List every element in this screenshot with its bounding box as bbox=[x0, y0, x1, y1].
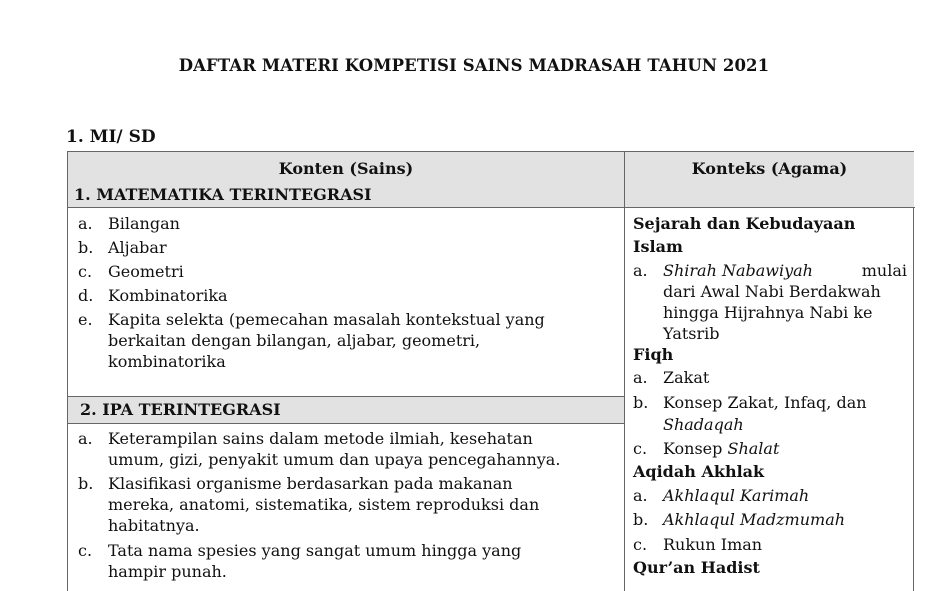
aqidah-heading: Aqidah Akhlak bbox=[633, 462, 765, 481]
ipa-heading-top-line bbox=[68, 396, 624, 397]
section-heading: 1. MI/ SD bbox=[66, 127, 156, 147]
ipa-heading-bottom-line bbox=[68, 423, 624, 424]
ipa-heading: 2. IPA TERINTEGRASI bbox=[80, 400, 281, 419]
materials-table: Konten (Sains) Konteks (Agama) 1. MATEMATIKA TERINTEGRASI a. Bilangan b. Aljabar c. Geometri d. Kombinatorika e. Kapita selekta (pemecahan masalah kontekstual yang berkaitan dengan bilangan, aljabar, geometri, kombinatorika 2. IPA TERINTEGRASI a. Keterampilan sains dalam metode ilmiah, kesehatan umum, gizi, penyakit umum dan upaya pencegahannya. b. Klasifikasi organisme berdasarkan pada makanan mereka, anatomi, sistematika, sistem reproduksi dan habitatnya. c. Tata nama spesies yang sangat umum hingga yang hampir punah. Sejarah dan Kebudayaan Islam a. Shirah Nabawiyah mulai dari Awal Nabi Berdakwah hingga Hijrahnya Nabi ke Yatsrib Fiqh a. Zakat b. Konsep Zakat, Infaq, dan Shadaqah c. Konsep Shalat Aqidah Akhlak a. Akhlaqul Karimah b. Akhlaqul Madzmumah c. Rukun Iman Qur’an Hadist bbox=[67, 151, 914, 591]
sejarah-heading: Sejarah dan Kebudayaan bbox=[633, 214, 856, 233]
matematika-heading: 1. MATEMATIKA TERINTEGRASI bbox=[74, 185, 372, 204]
header-bottom-line bbox=[68, 207, 915, 208]
header-konten: Konten (Sains) bbox=[278, 159, 414, 178]
sejarah-heading-line2: Islam bbox=[633, 237, 683, 256]
document-title: DAFTAR MATERI KOMPETISI SAINS MADRASAH TAHUN 2021 bbox=[178, 56, 770, 75]
fiqh-heading: Fiqh bbox=[633, 345, 674, 364]
header-konteks: Konteks (Agama) bbox=[691, 159, 848, 178]
quran-heading: Qur’an Hadist bbox=[633, 558, 760, 577]
column-divider bbox=[624, 152, 625, 591]
